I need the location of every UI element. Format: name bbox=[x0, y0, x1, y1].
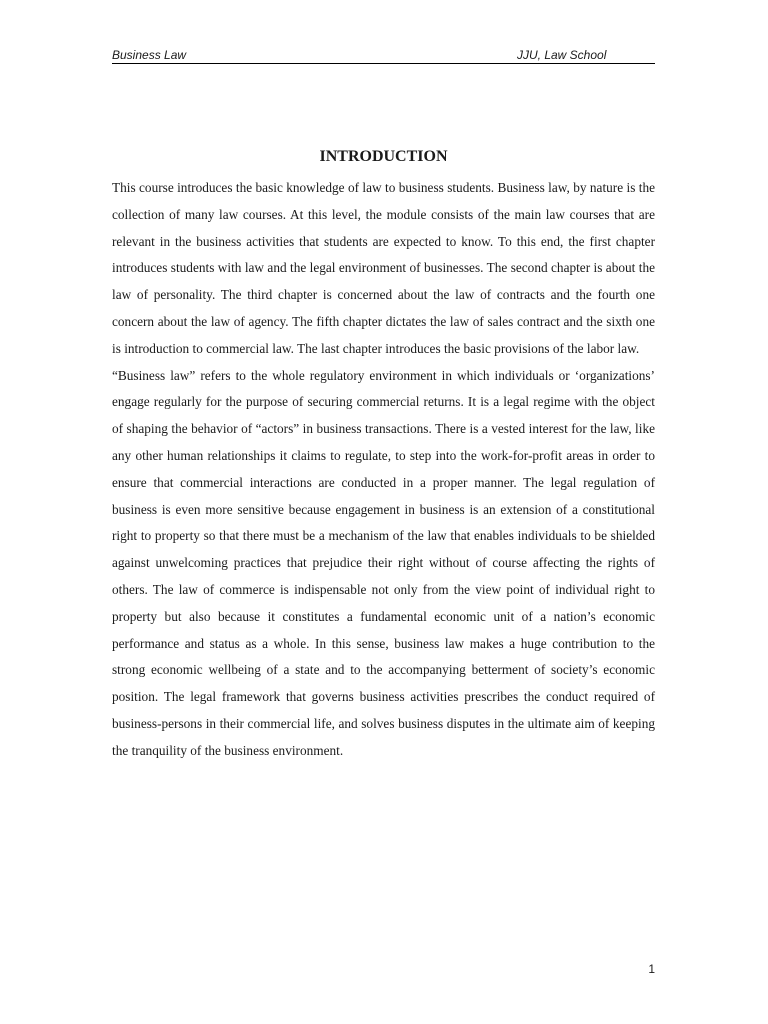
section-title: INTRODUCTION bbox=[319, 148, 448, 165]
paragraph-course-overview: This course introduces the basic knowledge of law to business students. Business law, by nature is the collection of many law courses. At this level, the module consists of the main law courses that are relevant in the business activities that students are expected to know. To this end, the first chapter introduces students with law and the legal environment of businesses. The second chapter is about the law of personality. The third chapter is concerned about the law of contracts and the fourth one concern about the law of agency. The fifth chapter dictates the law of sales contract and the sixth one is introduction to commercial law. The last chapter introduces the basic provisions of the labor law. bbox=[112, 180, 655, 356]
paragraph-business-law-definition: “Business law” refers to the whole regulatory environment in which individuals or ‘organizations’ engage regularly for the purpose of securing commercial returns. It is a legal regime with the object of shaping the behavior of “actors” in business transactions. There is a vested interest for the law, like any other human relationships it claims to regulate, to step into the work-for-profit areas in order to ensure that commercial interactions are conducted in a proper manner. The legal regulation of business is even more sensitive because engagement in business is an extension of a constitutional right to property so that there must be a mechanism of the law that enables individuals to be shielded against unwelcoming practices that prejudice their right without of course affecting the rights of others. The law of commerce is indispensable not only from the view point of individual right to property but also because it constitutes a fundamental economic unit of a nation’s economic performance and status as a whole. In this sense, business law makes a huge contribution to the strong economic wellbeing of a state and to the accompanying betterment of society’s economic position. The legal framework that governs business activities prescribes the conduct required of business-persons in their commercial life, and solves business disputes in the ultimate aim of keeping the tranquility of the business environment. bbox=[112, 367, 655, 758]
page-number: 1 bbox=[648, 962, 655, 976]
body-text bbox=[112, 175, 655, 765]
page-header bbox=[112, 47, 655, 64]
header-institution: JJU, Law School bbox=[517, 48, 607, 62]
header-course-title: Business Law bbox=[112, 48, 187, 62]
